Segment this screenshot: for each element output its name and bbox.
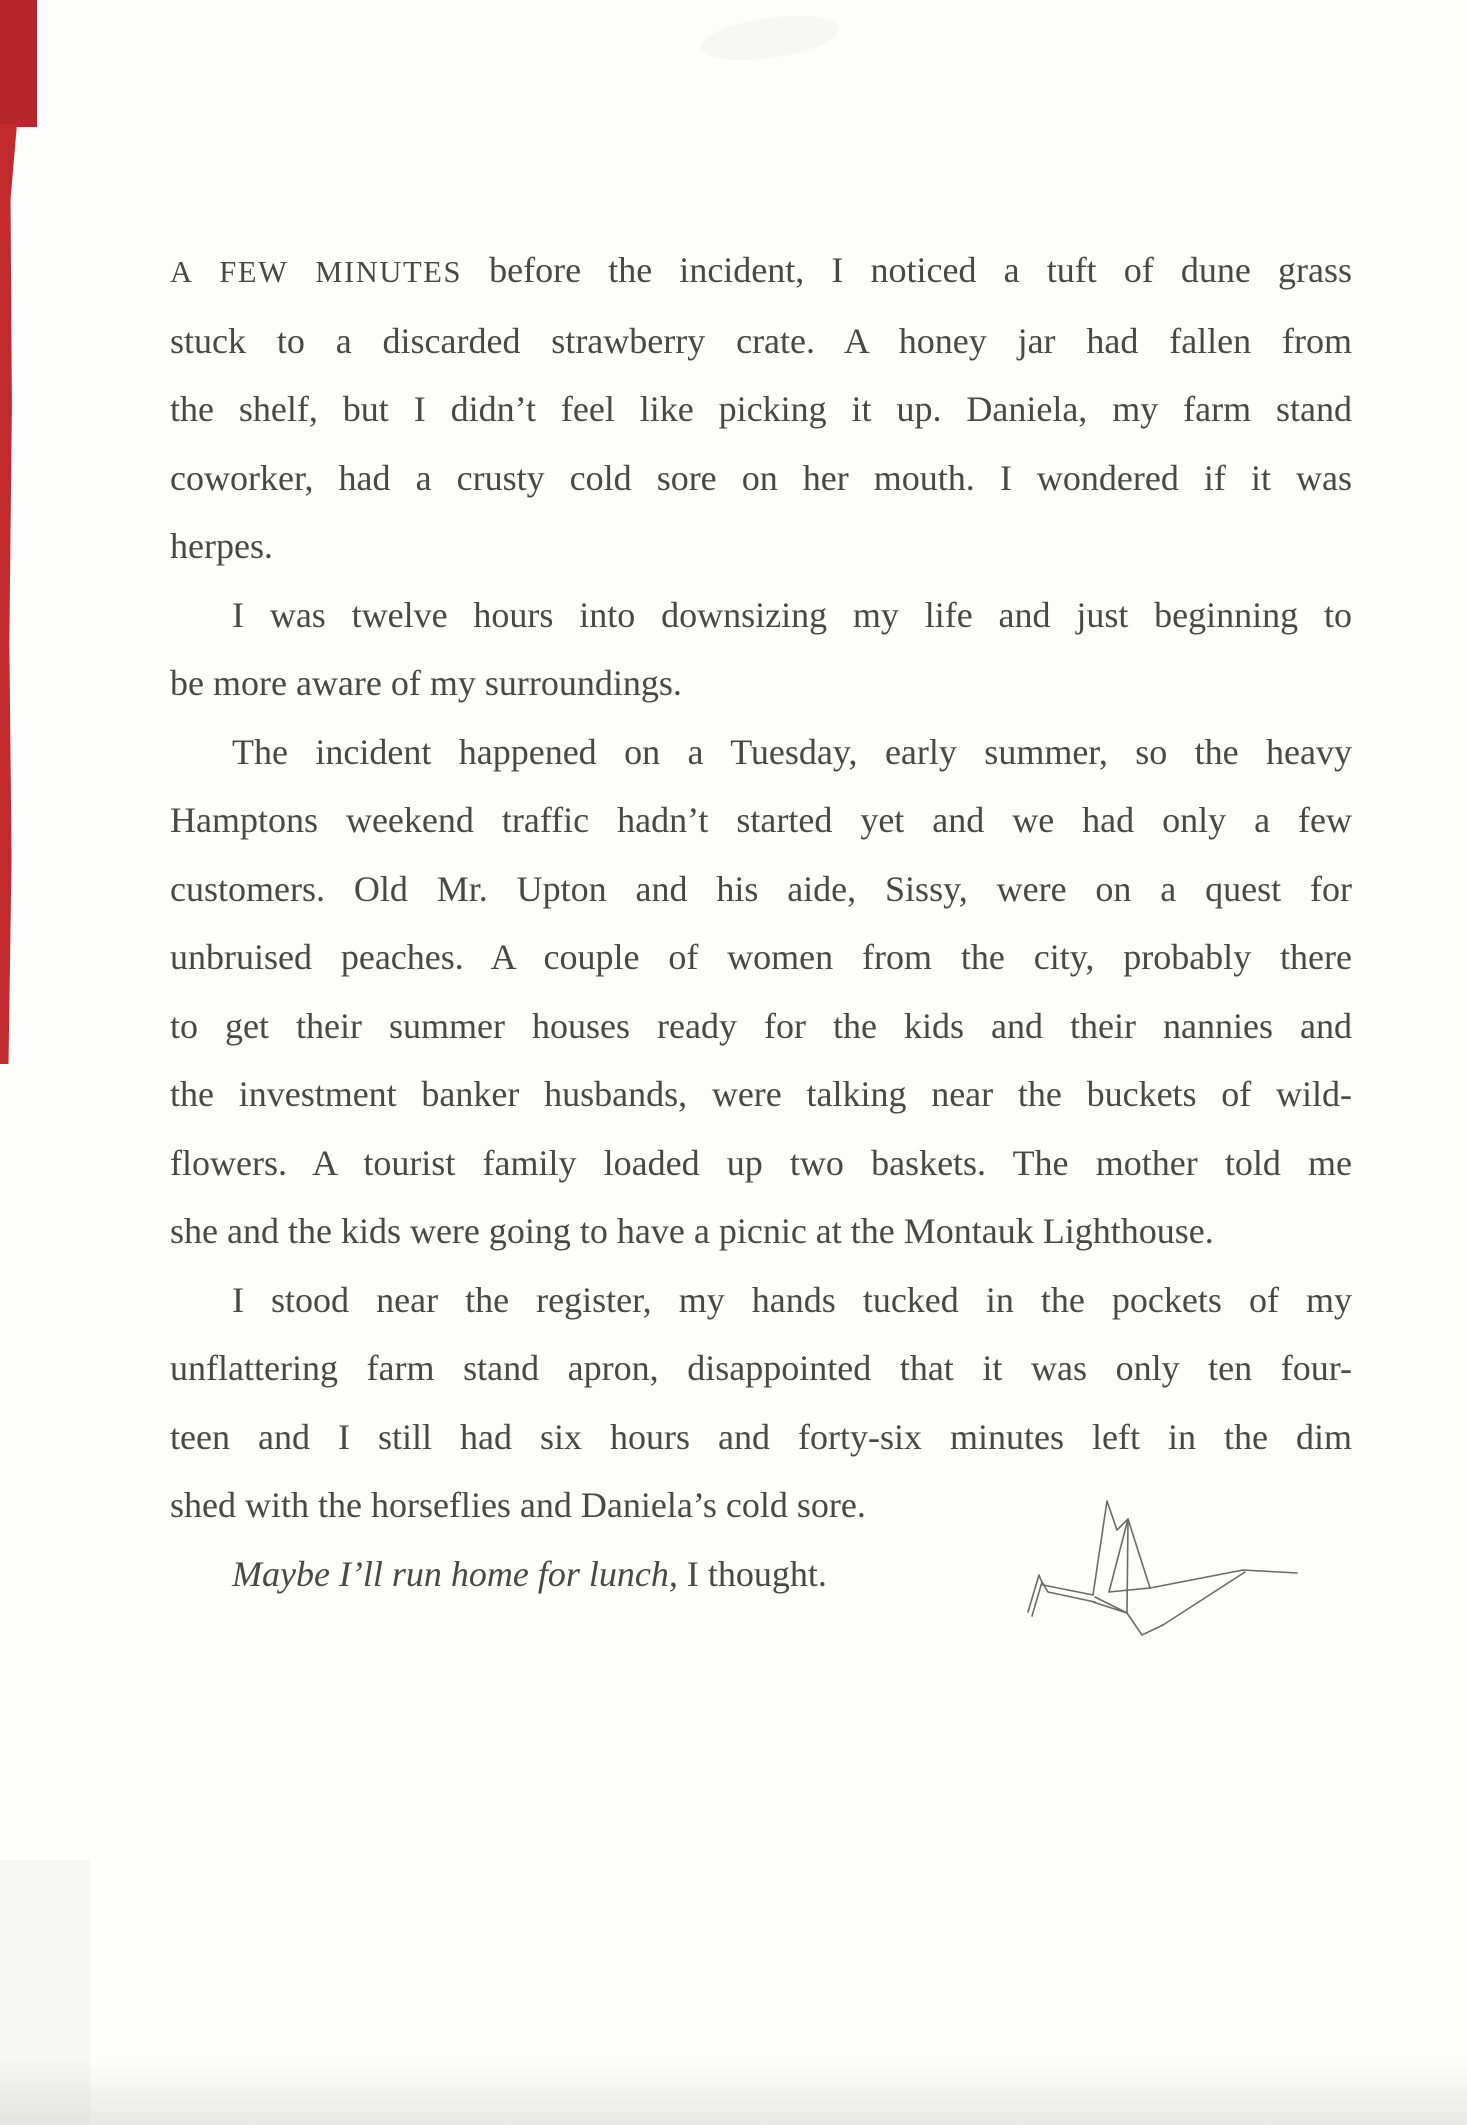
crane-front-wing-line [1128, 1519, 1150, 1588]
line-text: shed with the horseflies and Daniela’s cold sore. [170, 1485, 866, 1525]
text-line [170, 512, 1352, 581]
scan-smudge [698, 8, 842, 67]
paragraph [170, 718, 1352, 1266]
line-text: before the incident, I noticed a tuft of dune grass [462, 250, 1353, 290]
text-line [170, 1266, 1352, 1335]
line-text: teen and I still had six hours and forty-six minutes left in the dim [170, 1416, 1352, 1457]
text-line [170, 718, 1352, 787]
line-text: I thought. [677, 1553, 827, 1594]
scan-shadow-bottom [0, 2060, 1467, 2125]
book-edge-red-strip [0, 124, 17, 1064]
text-line [170, 1403, 1352, 1472]
italic-thought-text: Maybe I’ll run home for lunch, [232, 1553, 678, 1594]
line-text: Hamptons weekend traffic hadn’t started yet and we had only a few [170, 800, 1352, 840]
paragraph [170, 581, 1352, 718]
line-text: to get their summer houses ready for the kids and their nannies and [170, 1005, 1352, 1046]
crane-body-bottom-line [1093, 1602, 1163, 1635]
crane-wing-crease-line [1109, 1519, 1128, 1592]
text-line [170, 1197, 1352, 1266]
text-line [170, 581, 1352, 650]
text-line [170, 1060, 1352, 1129]
text-line [170, 1334, 1352, 1403]
line-text: flowers. A tourist family loaded up two baskets. The mother told me [170, 1142, 1352, 1183]
paragraph [170, 236, 1352, 581]
text-block [170, 236, 1352, 1608]
text-line [170, 855, 1352, 924]
line-text: she and the kids were going to have a picnic at the Montauk Lighthouse. [170, 1211, 1214, 1251]
line-text: I was twelve hours into downsizing my life and just beginning to [232, 594, 1352, 635]
text-line [170, 307, 1352, 376]
text-line [170, 236, 1352, 307]
crane-neck-lower-line [1032, 1582, 1095, 1616]
line-text: the investment banker husbands, were talking near the buckets of wild- [170, 1074, 1352, 1114]
line-text: unbruised peaches. A couple of women from the city, probably there [170, 937, 1352, 977]
line-text: be more aware of my surroundings. [170, 663, 682, 703]
line-text: stuck to a discarded strawberry crate. A honey jar had fallen from [170, 320, 1352, 361]
line-text: coworker, had a crusty cold sore on her mouth. I wondered if it was [170, 457, 1352, 498]
text-line [170, 923, 1352, 992]
line-text: customers. Old Mr. Upton and his aide, Sissy, were on a quest for [170, 868, 1352, 909]
crane-neck-upper-line [1028, 1575, 1093, 1612]
crane-body-top-line [1109, 1588, 1150, 1592]
line-text: The incident happened on a Tuesday, early summer, so the heavy [232, 731, 1352, 772]
text-line [170, 1129, 1352, 1198]
line-text: the shelf, but I didn’t feel like picking it up. Daniela, my farm stand [170, 389, 1352, 429]
crane-center-crease-line [1127, 1521, 1128, 1613]
text-line [170, 786, 1352, 855]
chapter-opener-smallcaps: A FEW MINUTES [170, 255, 463, 289]
origami-crane-illustration [1012, 1487, 1300, 1657]
crane-back-wing-line [1093, 1501, 1128, 1595]
text-line [170, 444, 1352, 513]
text-line [170, 649, 1352, 718]
book-edge-red-block [0, 0, 37, 127]
line-text: herpes. [170, 526, 273, 566]
text-line [170, 375, 1352, 444]
line-text: unflattering farm stand apron, disappointed that it was only ten four- [170, 1348, 1352, 1388]
crane-tail-lower-line [1163, 1572, 1245, 1625]
line-text: I stood near the register, my hands tucked in the pockets of my [232, 1279, 1352, 1320]
text-line [170, 992, 1352, 1061]
